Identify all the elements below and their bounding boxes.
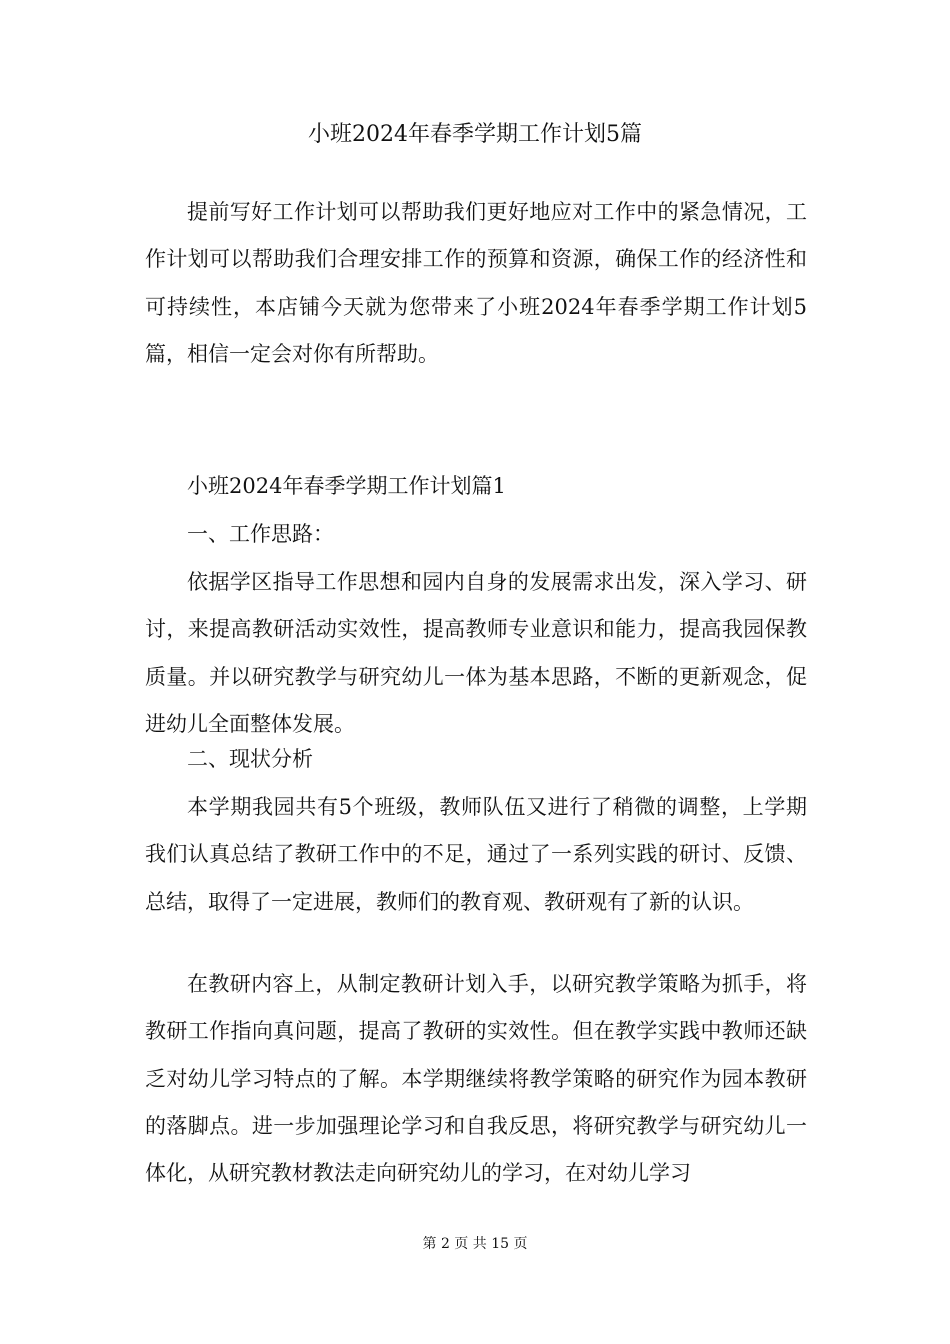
intro-paragraph: 提前写好工作计划可以帮助我们更好地应对工作中的紧急情况，工作计划可以帮助我们合理安排工作的预算和资源，确保工作的经济性和可持续性，本店铺今天就为您带来了小班2024年春季学期工作计划5篇，相信一定会对你有所帮助。 xyxy=(145,200,807,366)
section-title: 小班2024年春季学期工作计划篇1 xyxy=(187,474,506,498)
heading-work-approach: 一、工作思路： xyxy=(187,522,334,546)
paragraph-current-analysis: 本学期我园共有5个班级，教师队伍又进行了稍微的调整，上学期我们认真总结了教研工作中的不足，通过了一系列实践的研讨、反馈、总结，取得了一定进展，教师们的教育观、教研观有了新的认识。 xyxy=(145,795,807,914)
paragraph-work-approach: 依据学区指导工作思想和园内自身的发展需求出发，深入学习、研讨，来提高教研活动实效性，提高教师专业意识和能力，提高我园保教质量。并以研究教学与研究幼儿一体为基本思路，不断的更新观念，促进幼儿全面整体发展。 xyxy=(145,570,807,736)
document-title: 小班2024年春季学期工作计划5篇 xyxy=(308,122,642,147)
paragraph-teaching-research: 在教研内容上，从制定教研计划入手，以研究教学策略为抓手，将教研工作指向真问题，提高了教研的实效性。但在教学实践中教师还缺乏对幼儿学习特点的了解。本学期继续将教学策略的研究作为园本教研的落脚点。进一步加强理论学习和自我反思，将研究教学与研究幼儿一体化，从研究教材教法走向研究幼儿的学习，在对幼儿学习 xyxy=(145,972,807,1186)
heading-current-analysis: 二、现状分析 xyxy=(187,747,313,771)
page-number-footer: 第 2 页 共 15 页 xyxy=(422,1236,528,1252)
